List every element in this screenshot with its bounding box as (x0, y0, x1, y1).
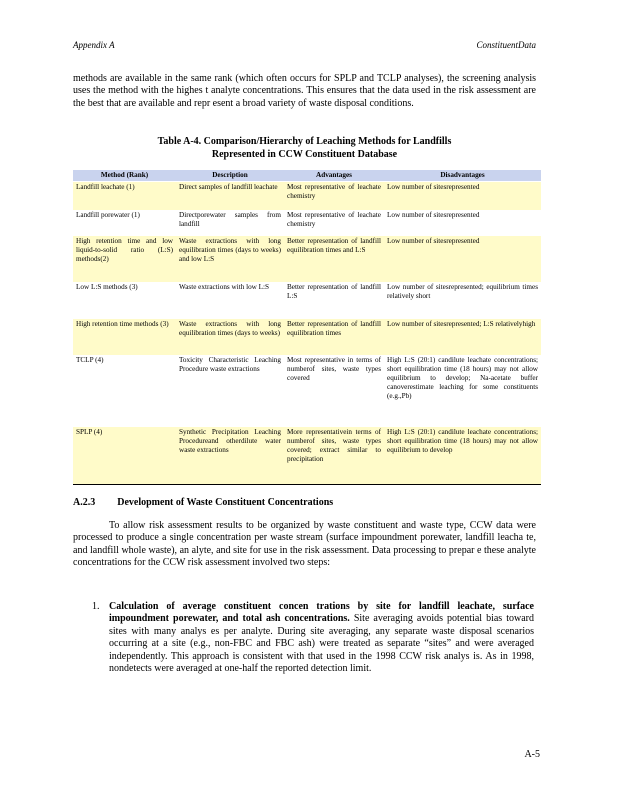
intro-paragraph: methods are available in the same rank (which often occurs for SPLP and TCLP analyses), the screening analysis uses the method with the highes t analyte concentrations. This ensures that the data used in the risk assessment are the best that are available and repr esent a broad variety of waste disposal conditions. (73, 73, 536, 109)
cell-advantages: Better representation of landfill L:S (287, 282, 381, 300)
table-row (73, 355, 541, 427)
cell-method: TCLP (4) (76, 355, 104, 364)
cell-disadvantages: Low number of sitesrepresented; L:S relativelyhigh (384, 319, 541, 355)
cell-description: Toxicity Characteristic Leaching Procedure waste extractions (179, 355, 281, 373)
section-paragraph: To allow risk assessment results to be organized by waste constituent and waste type, CCW data were processed to produce a single concentration per waste stream (surface impoundment porewater, landfill leacha te, and landfill whole waste), an alyte, and site for use in the risk assessment. Data processing to prepar e these analyte concentrations for the CCW risk assessment involved two steps: (73, 520, 536, 569)
list-item-text: Site averaging avoids potential bias toward sites with many analys es per analyte. During site averaging, any separate waste disposal scenarios occurring at a site (e.g., non-FBC and FBC ash) were treated as separate “sites” and were averaged independently. This approach is consistent with that used in the 1998 CCW risk analys is. As in 1998, nondetects were averaged at one-half the reported detection limit. (109, 613, 534, 675)
page-number: A-5 (524, 749, 540, 760)
list-item (92, 601, 534, 675)
section-heading (73, 497, 355, 508)
table-row (73, 319, 541, 355)
header-disadvantages: Disadvantages (384, 170, 541, 182)
cell-method: High retention time methods (3) (73, 319, 176, 355)
table-row (73, 236, 541, 282)
cell-description: Waste extractions with long equilibration times (days to weeks) (176, 319, 284, 355)
running-header-right: ConstituentData (476, 40, 536, 50)
leaching-methods-table (73, 170, 541, 485)
cell-description: Synthetic Precipitation Leaching Procedureand otherdilute water waste extractions (176, 427, 284, 485)
header-advantages: Advantages (284, 170, 384, 182)
table-caption-line-2: Represented in CCW Constituent Database (211, 149, 398, 160)
cell-description: Direct samples of landfill leachate (176, 182, 284, 210)
cell-description: Waste extractions with long equilibration times (days to weeks) and low L:S (176, 236, 284, 282)
list-item-title: Calculation of average constituent concen trations by site for landfill leachate, surface impoundment porewater, and total ash concentrations. (109, 601, 534, 625)
cell-disadvantages: Low number of sitesrepresented; equilibrium times relatively short (387, 282, 538, 300)
cell-method: Low L:S methods (3) (76, 282, 138, 291)
header-description: Description (176, 170, 284, 182)
cell-advantages: More representativein terms of numberof sites, waste types covered; extract similar to precipitation (284, 427, 384, 485)
cell-advantages: Better representation of landfill equilibration times (284, 319, 384, 355)
cell-method: SPLP (4) (73, 427, 176, 485)
table-row (73, 282, 541, 319)
cell-method: High retention time and low liquid-to-solid ratio (L:S) methods(2) (73, 236, 176, 282)
table-caption (73, 135, 536, 161)
cell-method: Landfill leachate (1) (73, 182, 176, 210)
cell-disadvantages: Low number of sitesrepresented (387, 210, 480, 219)
cell-disadvantages: High L:S (20:1) candilute leachate concentrations; short equilibration time (18 hours) may not allow equilibrium to develop (384, 427, 541, 485)
cell-description: Directporewater samples from landfill (179, 210, 281, 228)
section-number: A.2.3 (73, 497, 96, 508)
cell-advantages: Better representation of landfill equilibration times and L:S (284, 236, 384, 282)
cell-disadvantages: Low number of sitesrepresented (384, 236, 541, 282)
list-number: 1. (92, 601, 100, 612)
cell-advantages: Most representative of leachate chemistry (284, 182, 384, 210)
table-caption-line-1: Table A-4. Comparison/Hierarchy of Leaching Methods for Landfills (157, 136, 452, 147)
header-method: Method (Rank) (73, 170, 176, 182)
cell-method: Landfill porewater (1) (76, 210, 140, 219)
cell-description: Waste extractions with low L:S (179, 282, 270, 291)
cell-advantages: Most representative of leachate chemistry (287, 210, 381, 228)
table-header-row (73, 170, 541, 182)
cell-disadvantages: High L:S (20:1) candilute leachate concentrations; short equilibration time (18 hours) may not allow equilibrium to develop; Na-acetate buffer canoverestimate leaching for some constituents (e.g.,Pb) (387, 355, 538, 400)
running-header-left: Appendix A (73, 40, 115, 50)
table-row (73, 210, 541, 236)
table-row (73, 182, 541, 210)
cell-advantages: Most representative in terms of numberof sites, waste types covered (287, 355, 381, 382)
table-row (73, 427, 541, 485)
cell-disadvantages: Low number of sitesrepresented (384, 182, 541, 210)
section-title: Development of Waste Constituent Concentrations (117, 497, 334, 508)
list-body (109, 601, 534, 675)
